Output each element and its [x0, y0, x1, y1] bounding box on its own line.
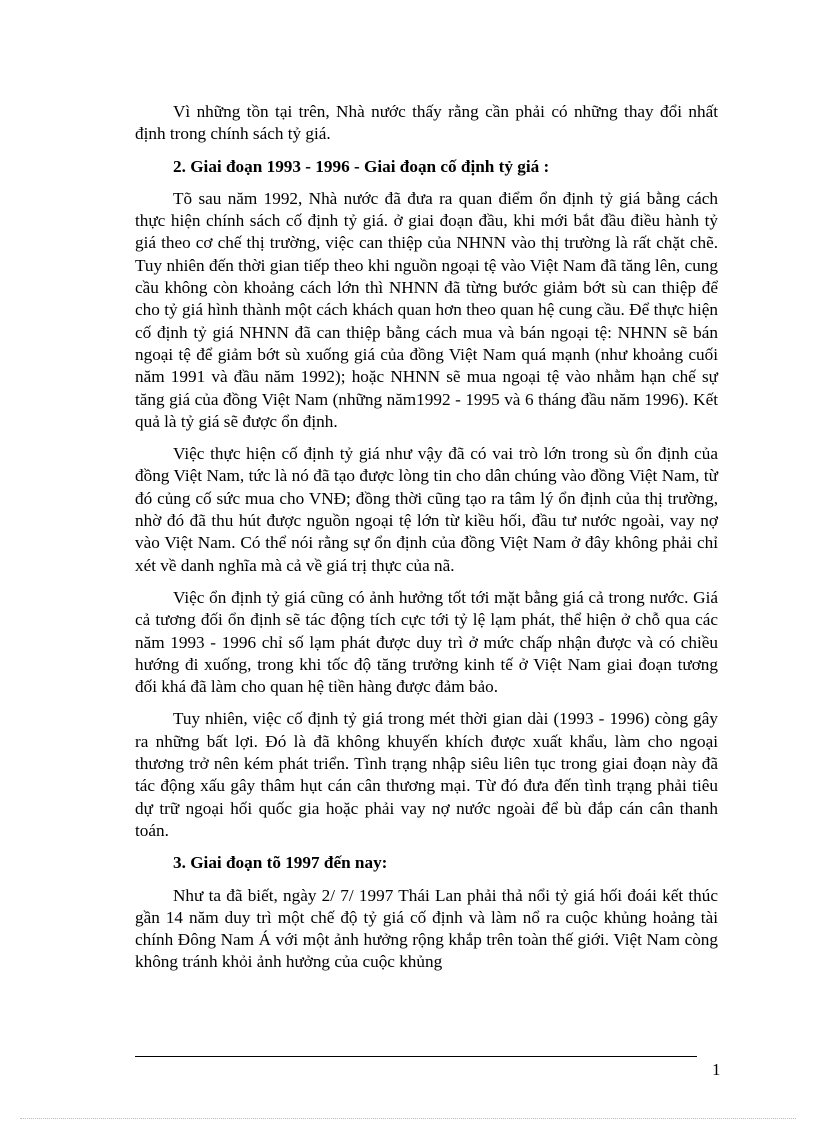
paragraph-intro: Vì những tồn tại trên, Nhà nước thấy rằng cần phải có những thay đổi nhất định trong chính sách tỷ giá.	[135, 102, 718, 144]
page-boundary	[20, 1118, 796, 1119]
paragraph-drawbacks: Tuy nhiên, việc cố định tỷ giá trong mét thời gian dài (1993 - 1996) còng gây ra những bất lợi. Đó là đã không khuyến khích được xuất khẩu, làm cho ngoại thương trở nên kém phát triển. Tình trạng nhập siêu liên tục trong giai đoạn này đã tác động xấu gây thâm hụt cán cân thương mại. Từ đó đưa đến tình trạng phải tiêu dự trữ ngoại hối quốc gia hoặc phải vay nợ nước ngoài để bù đắp cán cân thanh toán.	[135, 709, 718, 840]
footer-divider	[135, 1056, 697, 1057]
paragraph-1997-crisis: Như ta đã biết, ngày 2/ 7/ 1997 Thái Lan phải thả nổi tỷ giá hối đoái kết thúc gần 14 năm duy trì một chế độ tỷ giá cố định và làm nổ ra cuộc khủng hoảng tài chính Đông Nam Á với một ảnh hưởng rộng khắp trên toàn thế giới. Việt Nam còng không tránh khỏi ảnh hưởng của cuộc khủng	[135, 885, 718, 972]
paragraph-fixed-rate-policy: Tõ sau năm 1992, Nhà nước đã đưa ra quan điểm ổn định tỷ giá bằng cách thực hiện chính sách cố định tỷ giá. ở giai đoạn đầu, khi mới bắt đầu điều hành tỷ giá theo cơ chế thị trường, việc can thiệp của NHNN vào thị trường là rất chặt chẽ. Tuy nhiên đến thời gian tiếp theo khi nguồn ngoại tệ vào Việt Nam đã tăng lên, cung cầu không còn khoảng cách lớn thì NHNN đã từng bước giảm bớt sù can thiệp để cho tỷ giá hình thành một cách khách quan hơn theo quan hệ cung cầu. Để thực hiện cố định tỷ giá NHNN đã can thiệp bằng cách mua và bán ngoại tệ: NHNN sẽ bán ngoại tệ để giảm bớt sù xuống giá của đồng Việt Nam quá mạnh (như khoảng cuối năm 1991 và đầu năm 1992); hoặc NHNN sẽ mua ngoại tệ vào nhằm hạn chế sự tăng giá của đồng Việt Nam (những năm1992 - 1995 và 6 tháng đầu năm 1996). Kết quả là tỷ giá sẽ được ổn định.	[135, 188, 718, 431]
document-body	[135, 101, 718, 984]
page-number: 1	[712, 1060, 721, 1079]
paragraph-stability-role: Việc thực hiện cố định tỷ giá như vậy đã có vai trò lớn trong sù ổn định của đồng Việt Nam, tức là nó đã tạo được lòng tin cho dân chúng vào đồng Việt Nam, từ đó củng cố sức mua cho VNĐ; đồng thời cũng tạo ra tâm lý ổn định của thị trường, nhờ đó đã thu hút được nguồn ngoại tệ lớn từ kiều hối, đầu tư nước ngoài, vay nợ vào Việt Nam. Có thể nói rằng sự ổn định của đồng Việt Nam ở đây không phải chỉ xét về danh nghĩa mà cả về giá trị thực của nã.	[135, 444, 718, 575]
paragraph-price-level: Việc ổn định tỷ giá cũng có ảnh hưởng tốt tới mặt bằng giá cả trong nước. Giá cả tương đối ổn định sẽ tác động tích cực tới tỷ lệ lạm phát, thể hiện ở chỗ qua các năm 1993 - 1996 chỉ số lạm phát được duy trì ở mức chấp nhận được và có chiều hướng đi xuống, trong khi tốc độ tăng trưởng kinh tế ở Việt Nam giai đoạn tương đối khá đã làm cho quan hệ tiền hàng được đảm bảo.	[135, 587, 718, 697]
section-heading-2: 2. Giai đoạn 1993 - 1996 - Giai đoạn cố định tỷ giá :	[173, 156, 550, 176]
section-heading-3: 3. Giai đoạn tõ 1997 đến nay:	[173, 853, 388, 873]
